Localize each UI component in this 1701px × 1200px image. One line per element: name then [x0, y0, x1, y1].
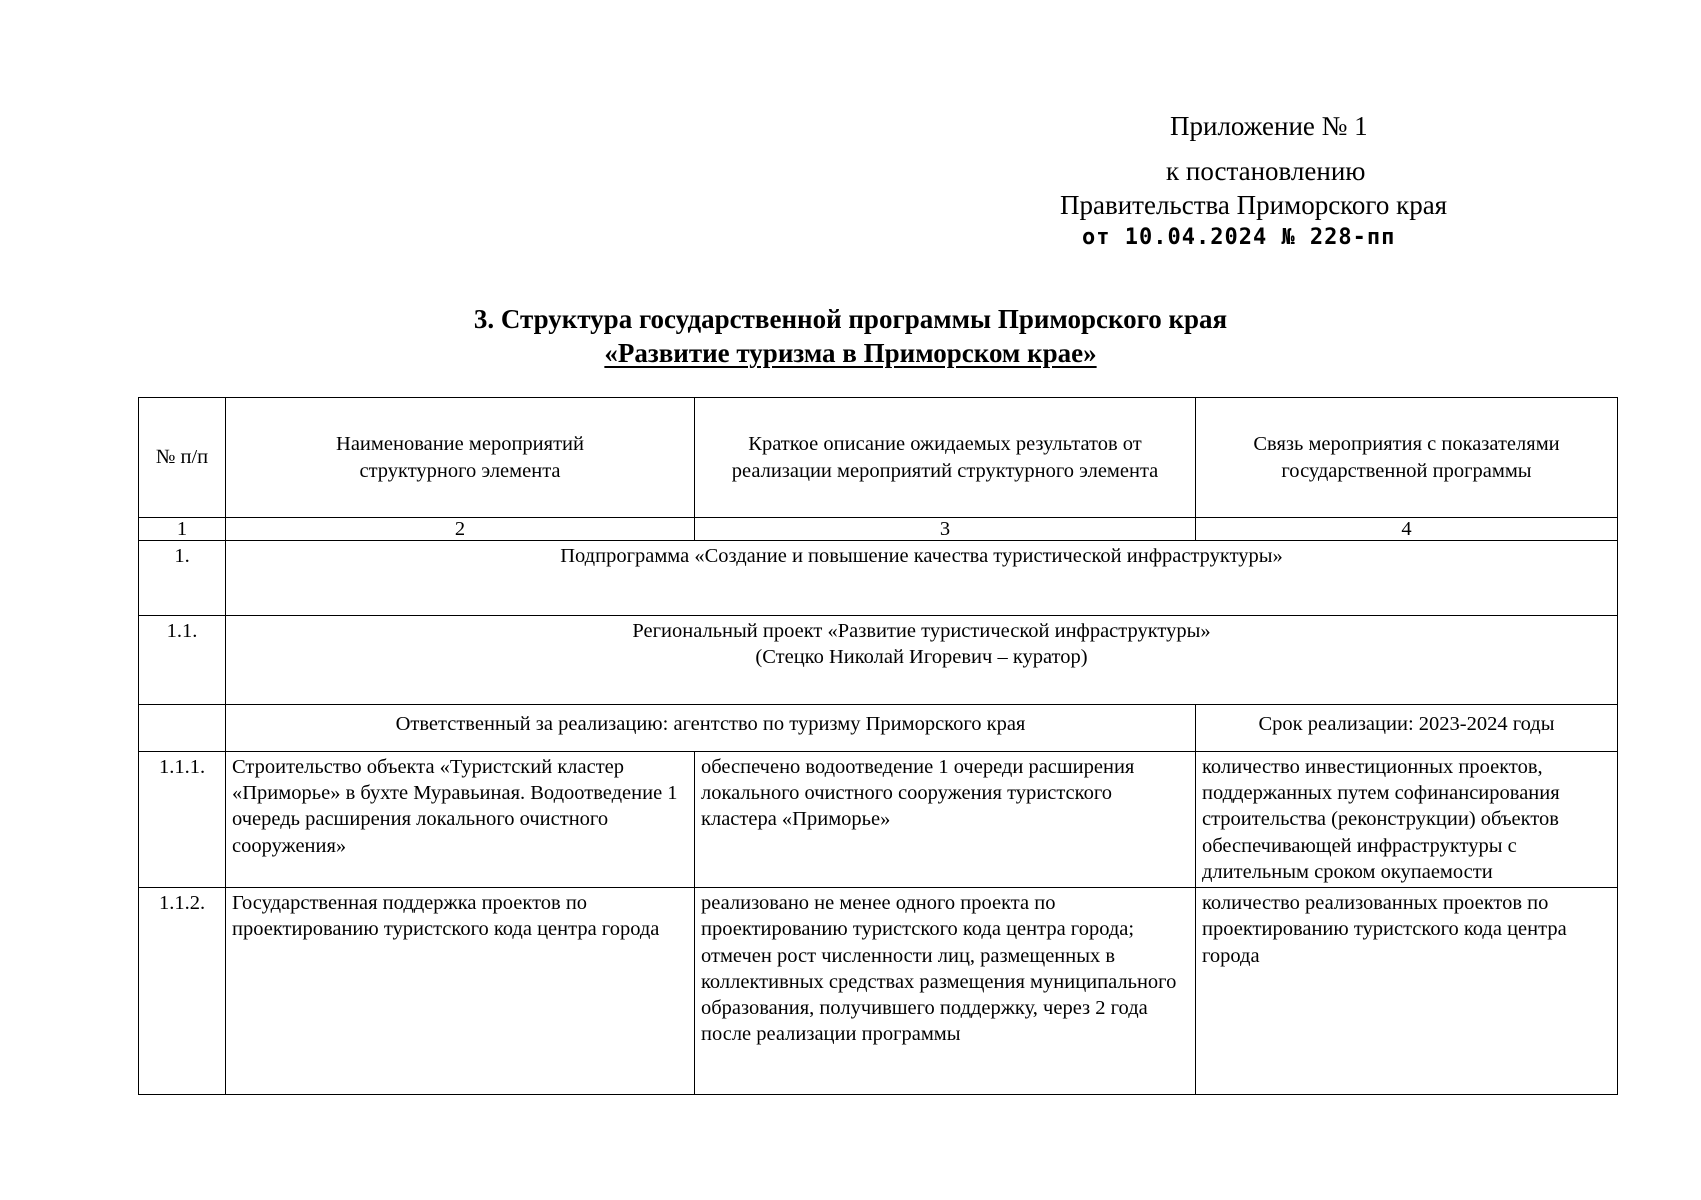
term-text: Срок реализации: 2023-2024 годы	[1196, 705, 1618, 752]
appendix-government: Правительства Приморского края	[1060, 190, 1448, 220]
project-number: 1.1.	[139, 616, 226, 705]
subprogram-number: 1.	[139, 541, 226, 616]
header-link-text: Связь мероприятия с показателями государственной программы	[1253, 433, 1560, 482]
program-name	[0, 338, 1701, 369]
column-number: 2	[226, 518, 695, 541]
project-row	[139, 616, 1618, 705]
subprogram-title: Подпрограмма «Создание и повышение качества туристической инфраструктуры»	[226, 541, 1618, 616]
header-cell-link	[1196, 398, 1618, 518]
column-number: 3	[695, 518, 1196, 541]
header-name-text: Наименование мероприятий структурного элемента	[336, 433, 584, 482]
program-name-text: «Развитие туризма в Приморском крае»	[604, 338, 1097, 368]
project-cell	[226, 616, 1618, 705]
header-cell-result	[695, 398, 1196, 518]
row-number: 1.1.2.	[139, 888, 226, 1095]
row-link: количество инвестиционных проектов, поддержанных путем софинансирования строительства (реконструкции) объектов обеспечивающей инфраструктуры с длительным сроком окупаемости	[1196, 752, 1618, 888]
column-numbers-row	[139, 518, 1618, 541]
document-title: 3. Структура государственной программы Приморского края	[473, 304, 1228, 334]
empty-cell	[139, 705, 226, 752]
responsible-text: Ответственный за реализацию: агентство по туризму Приморского края	[226, 705, 1196, 752]
header-result-text: Краткое описание ожидаемых результатов от реализации мероприятий структурного элемента	[731, 433, 1159, 482]
appendix-date-number: от 10.04.2024 № 228-пп	[1082, 225, 1396, 250]
column-number: 4	[1196, 518, 1618, 541]
row-result: обеспечено водоотведение 1 очереди расширения локального очистного сооружения туристского кластера «Приморье»	[695, 752, 1196, 888]
appendix-number: Приложение № 1	[1170, 111, 1368, 141]
table-header-row	[139, 398, 1618, 518]
structure-table	[138, 397, 1618, 1095]
table-row	[139, 888, 1618, 1095]
table-row	[139, 752, 1618, 888]
row-link: количество реализованных проектов по проектированию туристского кода центра города	[1196, 888, 1618, 1095]
responsible-row	[139, 705, 1618, 752]
subprogram-row	[139, 541, 1618, 616]
header-cell-name	[226, 398, 695, 518]
project-title: Региональный проект «Развитие туристической инфраструктуры»	[632, 620, 1211, 642]
row-name: Строительство объекта «Туристский кластер «Приморье» в бухте Муравьиная. Водоотведение 1 очередь расширения локального очистного сооружения»	[226, 752, 695, 888]
row-number: 1.1.1.	[139, 752, 226, 888]
project-curator: (Стецко Николай Игоревич – куратор)	[755, 646, 1088, 669]
row-name: Государственная поддержка проектов по проектированию туристского кода центра города	[226, 888, 695, 1095]
header-cell-number: № п/п	[139, 398, 226, 518]
row-result: реализовано не менее одного проекта по проектированию туристского кода центра города; отмечен рост численности лиц, размещенных в коллективных средствах размещения муниципального образования, получившего поддержку, через 2 года после реализации программы	[695, 888, 1196, 1095]
appendix-resolution: к постановлению	[1166, 156, 1366, 186]
column-number: 1	[139, 518, 226, 541]
